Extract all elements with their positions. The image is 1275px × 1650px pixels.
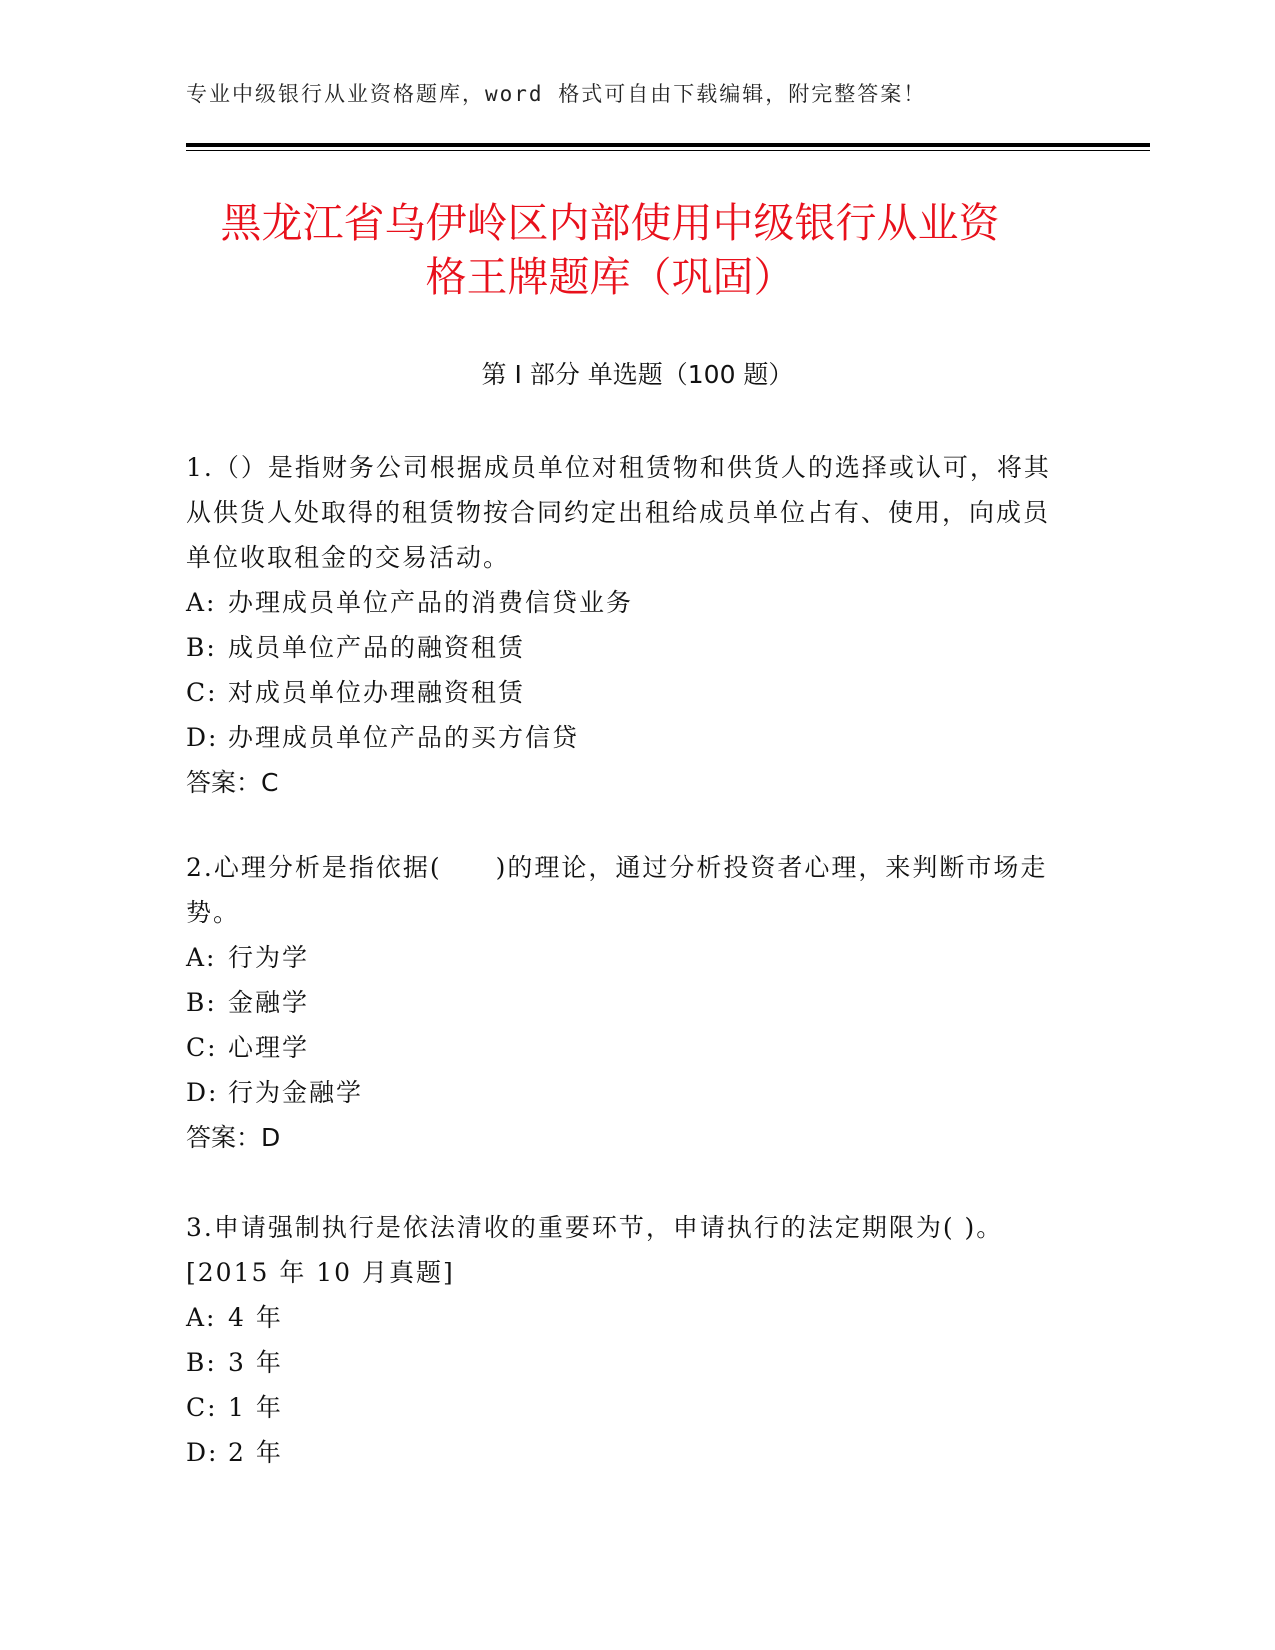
option-text: 4 年 <box>228 1303 283 1332</box>
option-text: 办理成员单位产品的消费信贷业务 <box>228 588 634 617</box>
option-key: A: <box>186 588 217 617</box>
option-a <box>186 580 1066 625</box>
section-title: 第 I 部分 单选题（100 题） <box>481 360 794 389</box>
option-text: 心理学 <box>228 1033 310 1062</box>
option-a <box>186 1295 1066 1340</box>
question-stem: 1.（）是指财务公司根据成员单位对租赁物和供货人的选择或认可，将其从供货人处取得的租赁物按合同约定出租给成员单位占有、使用，向成员单位收取租金的交易活动。 <box>186 453 1051 572</box>
option-b <box>186 980 1066 1025</box>
question-3 <box>186 1205 1066 1475</box>
option-d <box>186 1070 1066 1115</box>
option-key: C: <box>186 1033 218 1062</box>
option-text: 对成员单位办理融资租赁 <box>228 678 526 707</box>
document-title <box>150 196 1070 304</box>
question-stem: 2.心理分析是指依据( )的理论，通过分析投资者心理，来判断市场走势。 <box>186 853 1048 927</box>
option-key: D: <box>186 1438 219 1467</box>
option-c <box>186 670 1066 715</box>
option-b <box>186 625 1066 670</box>
document-title-line-1: 黑龙江省乌伊岭区内部使用中级银行从业资 <box>220 199 1000 247</box>
option-d <box>186 715 1066 760</box>
option-b <box>186 1340 1066 1385</box>
answer-line: 答案：D <box>186 1123 281 1152</box>
option-a <box>186 935 1066 980</box>
option-d <box>186 1430 1066 1475</box>
option-key: D: <box>186 723 219 752</box>
option-key: C: <box>186 678 218 707</box>
question-2 <box>186 845 1066 1160</box>
option-key: A: <box>186 1303 217 1332</box>
option-text: 办理成员单位产品的买方信贷 <box>228 723 580 752</box>
option-text: 1 年 <box>228 1393 283 1422</box>
question-1 <box>186 445 1066 805</box>
option-key: C: <box>186 1393 218 1422</box>
option-text: 金融学 <box>228 988 310 1017</box>
header-note: 专业中级银行从业资格题库，word 格式可自由下载编辑，附完整答案！ <box>186 82 927 106</box>
option-key: B: <box>186 1348 217 1377</box>
option-c <box>186 1385 1066 1430</box>
option-text: 2 年 <box>228 1438 283 1467</box>
option-text: 成员单位产品的融资租赁 <box>228 633 526 662</box>
question-stem: 3.申请强制执行是依法清收的重要环节，申请执行的法定期限为( )。[2015 年 10 月真题] <box>186 1213 1004 1287</box>
option-c <box>186 1025 1066 1070</box>
option-key: D: <box>186 1078 219 1107</box>
option-text: 行为学 <box>228 943 310 972</box>
option-text: 3 年 <box>228 1348 283 1377</box>
answer-line: 答案：C <box>186 768 279 797</box>
option-key: B: <box>186 988 217 1017</box>
document-title-line-2: 格王牌题库（巩固） <box>425 253 795 301</box>
option-key: A: <box>186 943 217 972</box>
header-divider-thin <box>186 150 1150 151</box>
option-text: 行为金融学 <box>228 1078 364 1107</box>
header-divider-thick <box>186 143 1150 147</box>
option-key: B: <box>186 633 217 662</box>
